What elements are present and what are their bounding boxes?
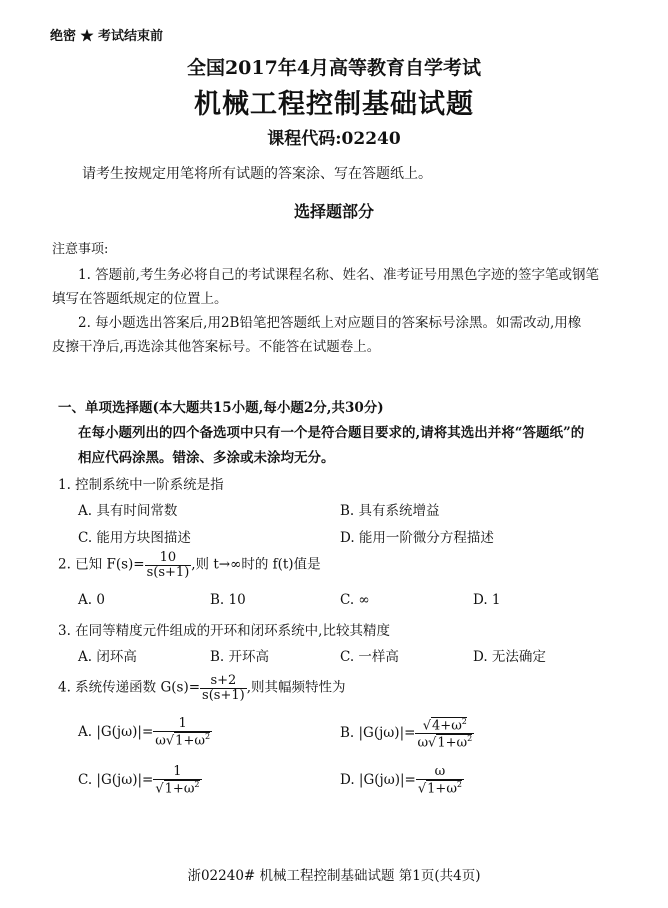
q1-stem: 1. 控制系统中一阶系统是指 <box>58 477 224 493</box>
q4-option-b-den-radicand <box>436 734 472 750</box>
course-code: 课程代码:02240 <box>267 129 401 149</box>
q4-fraction <box>200 674 247 702</box>
q4-option-b-fraction <box>415 717 474 750</box>
q4-option-c-den-exponent: 2 <box>194 779 200 789</box>
q4-option-b-num-radicand <box>431 717 467 733</box>
note-1-line-2: 填写在答题纸规定的位置上。 <box>52 291 228 307</box>
q4-option-d-denominator: $√1+\omega^2$ <box>417 779 463 796</box>
q4-prefix: 4. 系统传递函数 G(s)= <box>58 679 201 696</box>
q4-option-d-label: D. |G(jω)|= <box>340 771 416 788</box>
q4-option-c-denominator: $√1+\omega^2$ <box>155 779 200 796</box>
q2-suffix: ,则 t→∞时的 f(t)值是 <box>191 556 321 573</box>
q2-numerator: 10 <box>159 550 177 565</box>
q4-option-c-den-rad-text: 1+ω <box>164 780 195 796</box>
q4-option-d-den-rad-text: 1+ω <box>427 780 457 796</box>
q4-denominator: s(s+1) <box>202 687 245 703</box>
q4-option-b-num-rad-text: 4+ω <box>432 718 462 734</box>
q4-suffix: ,则其幅频特性为 <box>246 679 346 696</box>
q4-option-b-den-rad-text: 1+ω <box>437 735 468 751</box>
q2-denominator: s(s+1) <box>146 564 190 580</box>
q4-numerator: s+2 <box>210 673 237 688</box>
q1-option-a: A. 具有时间常数 <box>78 503 178 519</box>
q4-option-b-num-exponent: 2 <box>461 717 467 726</box>
q4-option-a-den-rad-text: 1+ω <box>175 732 205 748</box>
note-2-line-1: 2. 每小题选出答案后,用2B铅笔把答题纸上对应题目的答案标号涂黑。如需改动,用橡 <box>78 315 582 331</box>
part1-desc-line-2: 相应代码涂黑。错涂、多涂或未涂均无分。 <box>78 450 335 466</box>
q2-option-a: A. 0 <box>78 592 105 608</box>
exam-line: 全国2017年4月高等教育自学考试 <box>186 57 482 79</box>
q4-option-c-fraction <box>153 765 201 796</box>
q4-option-a <box>78 717 212 748</box>
section-title: 选择题部分 <box>293 202 374 221</box>
part1-desc-line-1: 在每小题列出的四个备选项中只有一个是符合题目要求的,请将其选出并将“答题纸”的 <box>78 425 585 441</box>
q4-option-a-den-omega: ω <box>155 732 166 748</box>
q4-option-a-den-radicand <box>174 732 210 748</box>
page-footer: 浙02240# 机械工程控制基础试题 第1页(共4页) <box>187 868 481 884</box>
q3-option-d: D. 无法确定 <box>473 649 546 665</box>
q4-option-d-fraction <box>416 765 464 796</box>
q4-option-c-numerator: 1 <box>173 764 182 779</box>
part1-heading: 一、单项选择题(本大题共15小题,每小题2分,共30分) <box>58 400 384 416</box>
q3-option-a: A. 闭环高 <box>78 649 137 665</box>
q4-option-a-denominator: $\omega√1+\omega^2$ <box>155 731 211 748</box>
q4-option-a-den-exponent: 2 <box>204 731 211 741</box>
q2-stem <box>58 551 321 579</box>
q2-option-b: B. 10 <box>210 592 246 608</box>
q4-option-b-den-exponent: 2 <box>467 733 473 743</box>
q2-fraction <box>145 551 192 579</box>
q4-option-b <box>340 717 474 750</box>
q1-option-b: B. 具有系统增益 <box>340 503 440 519</box>
q2-option-d: D. 1 <box>473 592 501 608</box>
q4-stem <box>58 674 345 702</box>
q4-option-c-den-radicand <box>164 780 200 796</box>
q3-stem: 3. 在同等精度元件组成的开环和闭环系统中,比较其精度 <box>58 623 390 639</box>
q4-option-a-fraction <box>153 717 212 748</box>
q4-option-c-label: C. |G(jω)|= <box>78 771 154 788</box>
notes-heading: 注意事项: <box>52 242 109 257</box>
page-title: 机械工程控制基础试题 <box>194 89 474 120</box>
q4-option-d-den-exponent: 2 <box>456 779 463 789</box>
confidential-mark: 绝密 ★ 考试结束前 <box>50 29 164 44</box>
q4-option-d-den-radicand <box>426 780 462 796</box>
q3-option-c: C. 一样高 <box>340 649 399 665</box>
q2-prefix: 2. 已知 F(s)= <box>58 556 145 573</box>
q4-option-d <box>340 765 464 796</box>
instruction: 请考生按规定用笔将所有试题的答案涂、写在答题纸上。 <box>82 166 432 182</box>
note-1-line-1: 1. 答题前,考生务必将自己的考试课程名称、姓名、准考证号用黑色字迹的签字笔或钢笔 <box>78 267 599 283</box>
q4-option-b-denominator: $\omega√1+\omega^2$ <box>417 733 473 751</box>
q4-option-b-numerator: $√4+\omega^2$ <box>422 717 467 734</box>
q4-option-d-numerator: ω <box>434 764 446 779</box>
q3-option-b: B. 开环高 <box>210 649 270 665</box>
q4-option-b-den-omega: ω <box>417 735 429 751</box>
q1-option-c: C. 能用方块图描述 <box>78 530 191 546</box>
q4-option-c <box>78 765 202 796</box>
q1-option-d: D. 能用一阶微分方程描述 <box>340 530 494 546</box>
q4-option-a-numerator: 1 <box>178 716 187 731</box>
note-2-line-2: 皮擦干净后,再选涂其他答案标号。不能答在试题卷上。 <box>52 339 381 355</box>
q4-option-a-label: A. |G(jω)|= <box>78 723 154 740</box>
q2-option-c: C. ∞ <box>340 592 370 608</box>
q4-option-b-label: B. |G(jω)|= <box>340 724 416 741</box>
